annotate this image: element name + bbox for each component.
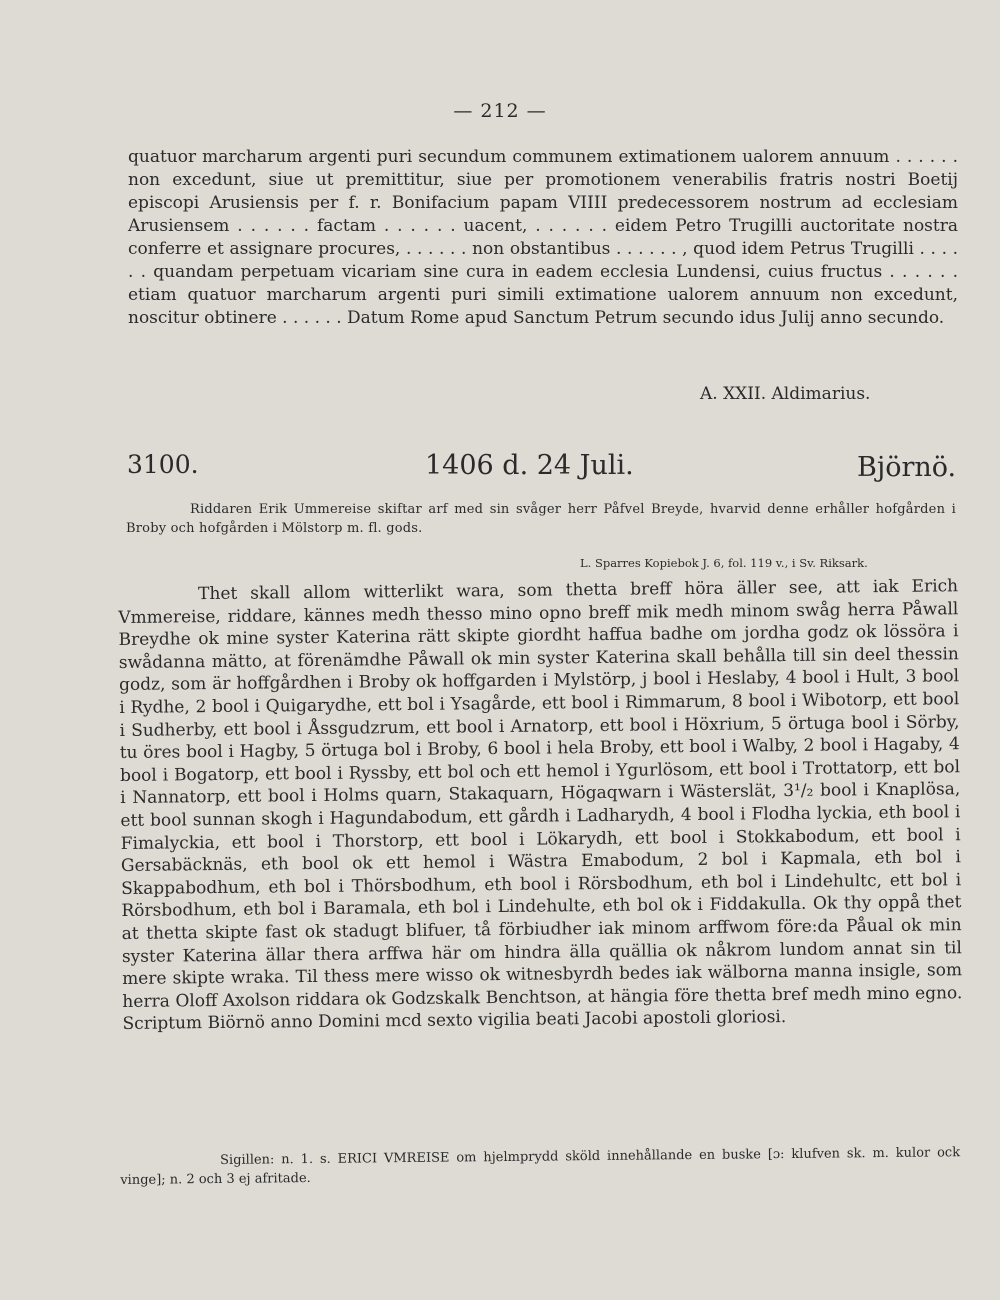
entry-date: 1406 d. 24 Juli. [425, 450, 634, 481]
charter-paragraph: Thet skall allom witterlikt wara, som thetta breff höra äller see, att iak Erich Vmmereise, riddare, kännes medh thesso mino opno breff mik medh minom swåg herra Påwall Breydhe ok mine syster Katerina rätt skipte giordht haffua badhe om jordha godz ok lössöra i swådanna mätto, at förenämdhe Påwall ok min syster Katerina skall behålla till sin deel thessin godz, som är hoffgårdhen i Broby ok hoffgarden i Mylstörp, j bool i Heslaby, 4 bool i Hult, 3 bool i Rydhe, 2 bool i Quigarydhe, ett bol i Ysagårde, ett bool i Rimmarum, 8 bool i Wibotorp, ett bool i Sudherby, ett bool i Åssgudzrum, ett bool i Arnatorp, ett bool i Höxrium, 5 örtuga bool i Sörby, tu öres bool i Hagby, 5 örtuga bol i Broby, 6 bool i hela Broby, ett bool i Walby, 2 bool i Hagaby, 4 bool i Bogatorp, ett bool i Ryssby, ett bol och ett hemol i Ygurlösom, ett bool i Trottatorp, ett bol i Nannatorp, ett bool i Holms quarn, Stakaquarn, Högaqwarn i Wästerslät, 3¹/₂ bool i Knaplösa, ett bool sunnan skogh i Hagundabodum, ett gårdh i Ladharydh, 4 bool i Flodha lyckia, eth bool i Fimalyckia, ett bool i Thorstorp, ett bool i Lökarydh, ett bool i Stokkabodum, ett bool i Gersabäcknäs, eth bool ok ett hemol i Wästra Emabodum, 2 bol i Kapmala, eth bol i Skappabodhum, eth bol i Thörsbodhum, eth bool i Rörsbodhum, eth bol i Lindehultc, ett bol i Rörsbodhum, eth bol i Baramala, eth bol i Lindehulte, eth bol ok i Fiddakulla. Ok thy oppå thet at thetta skipte fast ok stadugt blifuer, tå förbiudher iak minom arffwom före:da Påual ok min syster Katerina ällar thera arffwa här om hindra älla quällia ok nåkrom lundom annat sin til mere skipte wraka. Til thess mere wisso ok witnesbyrdh bedes iak wälborna manna insigle, som herra Oloff Axolson riddara ok Godzskalk Benchtson, at hängia före thetta bref medh mino egno. Scriptum Biörnö anno Domini mcd sexto vigilia beati Jacobi apostoli gloriosi. [118, 576, 963, 1035]
entry-place: Björnö. [857, 452, 957, 483]
charter-text [118, 575, 963, 1036]
latin-signature: A. XXII. Aldimarius. [700, 384, 871, 404]
latin-paragraph: quatuor marcharum argenti puri secundum communem extimationem ualorem annuum . . . . . . non excedunt, siue ut premittitur, siue per promotionem venerabilis fratris nostri Boetij episcopi Arusiensis per f. r. Bonifacium papam VIIII predecessorem nostrum ad ecclesiam Arusiensem . . . . . . factam . . . . . . uacent, . . . . . . eidem Petro Trugilli auctoritate nostra conferre et assignare procures, . . . . . . non obstantibus . . . . . . , quod idem Petrus Trugilli . . . . . . quandam perpetuam vicariam sine cura in eadem ecclesia Lundensi, cuius fructus . . . . . . etiam quatuor marcharum argenti puri simili extimatione ualorem annuum non excedunt, noscitur obtinere . . . . . . Datum Rome apud Sanctum Petrum secundo idus Julij anno secundo. [128, 147, 958, 328]
seal-note: Sigillen: n. 1. s. ERICI VMREISE om hjelmprydd sköld innehållande en buske [ɔ: klufven sk. m. kulor ock vinge]; n. 2 och 3 ej afritade. [120, 1145, 961, 1188]
entry-summary: Riddaren Erik Ummereise skiftar arf med sin svåger herr Påfvel Breyde, hvarvid denne erhåller hofgården i Broby och hofgården i Mölstorp m. fl. gods. [126, 502, 956, 536]
entry-number: 3100. [127, 450, 199, 479]
latin-text-block [128, 146, 958, 330]
page-number: — 212 — [453, 100, 547, 122]
entry-source: L. Sparres Kopiebok J. 6, fol. 119 v., i Sv. Riksark. [580, 556, 868, 570]
